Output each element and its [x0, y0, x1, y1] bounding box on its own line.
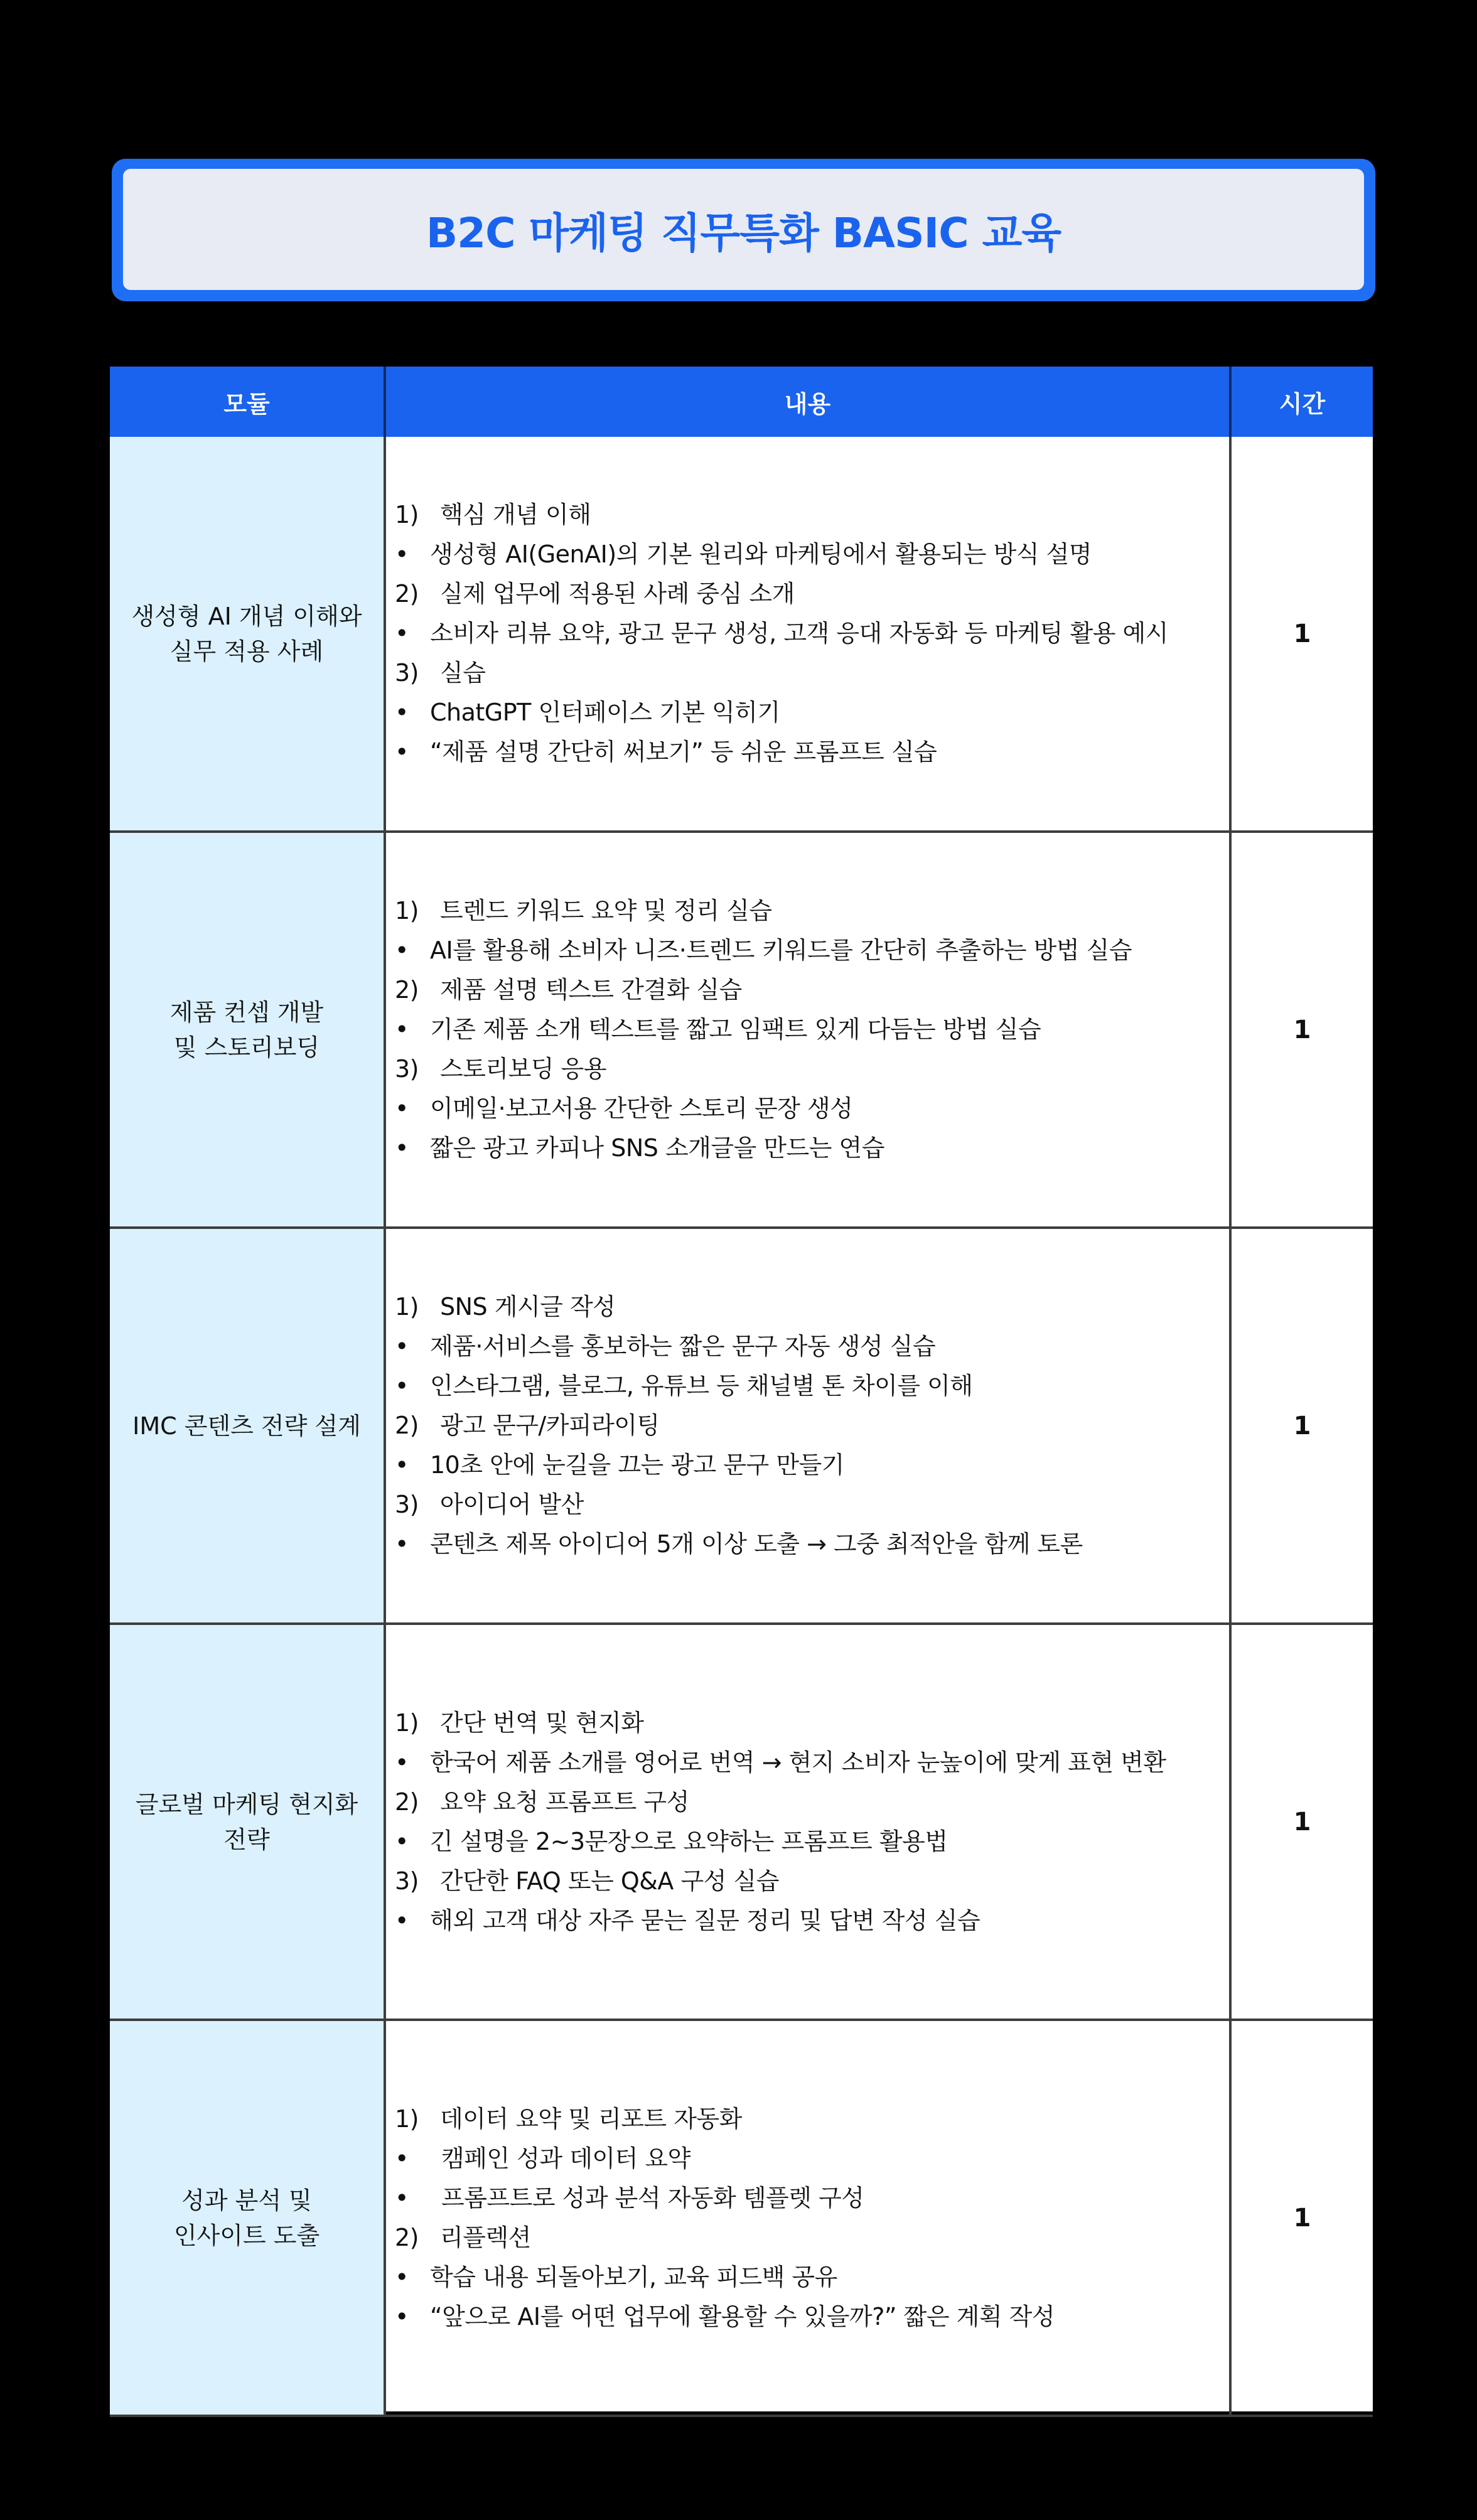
item-text: “제품 설명 간단히 써보기” 등 쉬운 프롬프트 실습 — [430, 738, 937, 766]
item-text: 한국어 제품 소개를 영어로 번역 → 현지 소비자 눈높이에 맞게 표현 변환 — [430, 1748, 1166, 1776]
numbered-heading — [395, 653, 1229, 693]
bullet-marker: • — [395, 699, 409, 726]
table-row — [110, 833, 1373, 1226]
bullet-marker: • — [395, 1332, 409, 1360]
bullet-marker: • — [395, 2302, 409, 2330]
module-name-line: IMC 콘텐츠 전략 설계 — [132, 1412, 361, 1440]
item-number: 2) — [395, 580, 419, 608]
bullet-item — [395, 2297, 1229, 2337]
bullet-item — [395, 2139, 1229, 2179]
module-cell — [110, 2021, 384, 2415]
column-divider — [1229, 2021, 1232, 2415]
item-text: 학습 내용 되돌아보기, 교육 피드백 공유 — [430, 2263, 837, 2291]
item-text: 기존 제품 소개 텍스트를 짧고 임팩트 있게 다듬는 방법 실습 — [430, 1016, 1041, 1043]
bullet-item — [395, 931, 1229, 970]
item-text: SNS 게시글 작성 — [440, 1293, 616, 1321]
column-divider — [1229, 833, 1232, 1226]
title-banner-inner — [123, 169, 1364, 290]
time-cell: 1 — [1293, 619, 1311, 648]
table-row — [110, 2021, 1373, 2415]
table-row — [110, 1229, 1373, 1622]
bullet-marker: • — [395, 1095, 409, 1122]
item-number: 1) — [395, 1293, 419, 1321]
numbered-heading — [395, 1287, 1229, 1327]
numbered-heading — [395, 574, 1229, 614]
item-text: 제품·서비스를 홍보하는 짧은 문구 자동 생성 실습 — [430, 1332, 936, 1360]
bullet-item — [395, 535, 1229, 574]
time-cell: 1 — [1293, 1015, 1311, 1044]
item-text: 스토리보딩 응용 — [440, 1055, 607, 1083]
bullet-marker: • — [395, 1372, 409, 1400]
content-cell — [386, 1229, 1229, 1622]
module-name-line: 인사이트 도출 — [173, 2221, 320, 2249]
item-number: 2) — [395, 1788, 419, 1816]
numbered-heading — [395, 1049, 1229, 1089]
item-number: 1) — [395, 2104, 419, 2133]
bullet-item — [395, 1089, 1229, 1129]
bullet-marker: • — [395, 540, 409, 568]
numbered-heading — [395, 1406, 1229, 1445]
column-divider — [384, 833, 386, 1226]
numbered-heading — [395, 1862, 1229, 1901]
bullet-item — [395, 693, 1229, 732]
bullet-marker: • — [395, 619, 409, 647]
module-cell — [110, 1229, 384, 1622]
module-name — [132, 1408, 361, 1444]
bullet-item — [395, 1327, 1229, 1366]
bullet-item — [395, 1129, 1229, 1168]
page-title: B2C 마케팅 직무특화 BASIC 교육 — [426, 209, 1061, 257]
item-number: 2) — [395, 2223, 419, 2251]
module-name — [170, 995, 323, 1065]
item-number: 2) — [395, 976, 419, 1004]
bullet-marker: • — [395, 1016, 409, 1043]
module-name-line: 성과 분석 및 — [181, 2186, 312, 2214]
item-text: 광고 문구/카피라이팅 — [440, 1412, 660, 1439]
numbered-heading — [395, 1485, 1229, 1525]
bullet-item — [395, 614, 1229, 653]
bullet-marker: • — [395, 1134, 409, 1162]
module-name — [174, 2183, 320, 2253]
item-text: 아이디어 발산 — [440, 1491, 584, 1518]
numbered-heading — [395, 1703, 1229, 1743]
bullet-item — [395, 1901, 1229, 1941]
item-number: 3) — [395, 659, 419, 687]
item-number: 3) — [395, 1491, 419, 1518]
bullet-marker: • — [395, 2144, 409, 2172]
content-cell — [386, 437, 1229, 830]
numbered-heading — [395, 2218, 1229, 2258]
header-module: 모듈 — [110, 367, 384, 437]
bullet-marker: • — [395, 1827, 409, 1855]
item-text: 짧은 광고 카피나 SNS 소개글을 만드는 연습 — [430, 1134, 884, 1162]
column-divider — [384, 1625, 386, 2019]
item-text: 긴 설명을 2~3문장으로 요약하는 프롬프트 활용법 — [430, 1827, 948, 1855]
bullet-marker: • — [395, 738, 409, 766]
item-text: 데이터 요약 및 리포트 자동화 — [440, 2104, 742, 2133]
column-divider — [384, 1229, 386, 1622]
column-divider — [1229, 437, 1232, 830]
time-cell: 1 — [1293, 1807, 1311, 1836]
module-name-line: 제품 컨셉 개발 — [169, 998, 324, 1026]
bullet-item — [395, 1445, 1229, 1485]
bullet-marker: • — [395, 936, 409, 964]
content-cell — [386, 833, 1229, 1226]
content-cell — [386, 2021, 1229, 2415]
title-banner — [112, 159, 1375, 301]
item-text: 트렌드 키워드 요약 및 정리 실습 — [440, 897, 772, 925]
item-text: 프롬프트로 성과 분석 자동화 템플렛 구성 — [441, 2184, 864, 2212]
item-number: 1) — [395, 897, 419, 925]
time-cell: 1 — [1293, 2203, 1311, 2233]
bullet-marker: • — [395, 1748, 409, 1776]
row-divider — [110, 2415, 1373, 2417]
item-text: 해외 고객 대상 자주 묻는 질문 정리 및 답변 작성 실습 — [430, 1906, 980, 1934]
bullet-item — [395, 1010, 1229, 1049]
item-text: 이메일·보고서용 간단한 스토리 문장 생성 — [430, 1095, 853, 1122]
module-cell — [110, 833, 384, 1226]
table-row — [110, 1625, 1373, 2019]
bullet-item — [395, 1743, 1229, 1783]
item-number: 3) — [395, 1055, 419, 1083]
item-text: 콘텐츠 제목 아이디어 5개 이상 도출 → 그중 최적안을 함께 토론 — [430, 1530, 1083, 1558]
item-text: 리플렉션 — [440, 2223, 531, 2251]
item-number: 3) — [395, 1867, 419, 1895]
module-name-line: 글로벌 마케팅 현지화 — [135, 1790, 358, 1818]
item-text: 캠페인 성과 데이터 요약 — [441, 2144, 690, 2172]
module-name — [131, 599, 362, 669]
column-divider — [1229, 1625, 1232, 2019]
item-text: ChatGPT 인터페이스 기본 익히기 — [430, 699, 780, 726]
item-text: 실제 업무에 적용된 사례 중심 소개 — [440, 580, 795, 608]
item-text: 제품 설명 텍스트 간결화 실습 — [440, 976, 742, 1004]
item-text: 10초 안에 눈길을 끄는 광고 문구 만들기 — [430, 1451, 844, 1479]
bullet-item — [395, 1366, 1229, 1406]
bullet-item — [395, 1525, 1229, 1564]
column-divider — [1229, 1229, 1232, 1622]
column-divider — [384, 2021, 386, 2415]
numbered-heading — [395, 970, 1229, 1010]
header-content: 내용 — [386, 367, 1229, 437]
bullet-marker: • — [395, 1906, 409, 1934]
numbered-heading — [395, 495, 1229, 535]
bullet-item — [395, 1822, 1229, 1862]
item-text: 핵심 개념 이해 — [440, 501, 591, 528]
module-cell — [110, 437, 384, 830]
column-divider — [384, 437, 386, 830]
numbered-heading — [395, 891, 1229, 931]
module-name-line: 생성형 AI 개념 이해와 — [131, 602, 362, 630]
curriculum-table — [110, 367, 1373, 2411]
numbered-heading — [395, 2099, 1229, 2139]
module-name-line: 실무 적용 사례 — [169, 637, 324, 665]
item-text: 인스타그램, 블로그, 유튜브 등 채널별 톤 차이를 이해 — [430, 1372, 973, 1400]
numbered-heading — [395, 1783, 1229, 1822]
item-text: 요약 요청 프롬프트 구성 — [440, 1788, 689, 1816]
bullet-marker: • — [395, 2263, 409, 2291]
item-text: 간단한 FAQ 또는 Q&A 구성 실습 — [440, 1867, 779, 1895]
time-cell: 1 — [1293, 1411, 1311, 1440]
bullet-marker: • — [395, 2184, 409, 2212]
bullet-item — [395, 2258, 1229, 2297]
item-number: 1) — [395, 1708, 419, 1737]
bullet-marker: • — [395, 1451, 409, 1479]
table-row — [110, 437, 1373, 830]
module-name — [136, 1787, 358, 1857]
item-text: “앞으로 AI를 어떤 업무에 활용할 수 있을까?” 짧은 계획 작성 — [430, 2302, 1055, 2330]
item-text: AI를 활용해 소비자 니즈·트렌드 키워드를 간단히 추출하는 방법 실습 — [430, 936, 1132, 964]
item-text: 소비자 리뷰 요약, 광고 문구 생성, 고객 응대 자동화 등 마케팅 활용 예시 — [430, 619, 1168, 647]
item-text: 실습 — [440, 659, 486, 687]
bullet-marker: • — [395, 1530, 409, 1558]
module-name-line: 및 스토리보딩 — [173, 1033, 320, 1061]
bullet-item — [395, 2179, 1229, 2218]
item-number: 2) — [395, 1412, 419, 1439]
content-cell — [386, 1625, 1229, 2019]
module-cell — [110, 1625, 384, 2019]
item-text: 간단 번역 및 현지화 — [440, 1708, 644, 1737]
module-name-line: 전략 — [223, 1825, 270, 1853]
header-time: 시간 — [1232, 367, 1373, 437]
bullet-item — [395, 732, 1229, 772]
item-number: 1) — [395, 501, 419, 528]
item-text: 생성형 AI(GenAI)의 기본 원리와 마케팅에서 활용되는 방식 설명 — [430, 540, 1092, 568]
